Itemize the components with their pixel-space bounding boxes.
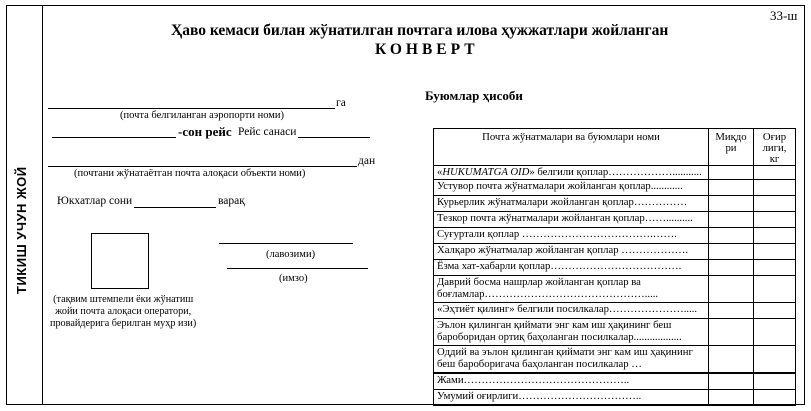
table-row [434, 373, 796, 390]
form-code: 33-ш [770, 8, 798, 23]
table-row [434, 196, 796, 212]
weight-cell[interactable] [754, 319, 796, 346]
row-label: Курьерлик жўнатмалари жойланган қоплар…………… [434, 196, 709, 212]
qty-cell[interactable] [709, 166, 754, 180]
qty-cell[interactable] [709, 390, 754, 406]
weight-cell[interactable] [754, 260, 796, 276]
qty-cell[interactable] [709, 212, 754, 228]
qty-cell[interactable] [709, 346, 754, 374]
row-label: Ёзма хат-хабарли қоплар………………………………. [434, 260, 709, 276]
sender-suffix: дан [358, 155, 376, 167]
flight-number-field[interactable] [52, 137, 176, 138]
airport-caption: (почта белгиланган аэропорти номи) [120, 110, 285, 121]
sheets-label: Юкхатлар сони [57, 195, 133, 207]
airport-field[interactable] [48, 108, 335, 109]
weight-cell[interactable] [754, 244, 796, 260]
flight-suffix: -сон рейс [178, 124, 232, 139]
weight-cell[interactable] [754, 166, 796, 180]
form-subtitle: КОНВЕРТ [375, 41, 479, 58]
binding-margin-label: ТИКИШ УЧУН ЖОЙ [14, 166, 29, 294]
sheets-suffix: варақ [218, 195, 245, 207]
signature-field[interactable] [227, 268, 368, 269]
flight-date-field[interactable] [298, 137, 370, 138]
weight-cell[interactable] [754, 346, 796, 374]
form-title: Ҳаво кемаси билан жўнатилган почтага илова ҳужжатлари жойланган [171, 22, 669, 39]
airport-suffix: га [336, 97, 346, 109]
row-label: Оддий ва эълон қилинган қиймати энг кам иш ҳақининг беш бароборигача баҳоланган посилкалар … [434, 346, 709, 374]
row-label: Жами……………………………………….. [434, 373, 709, 390]
row-label: Умумий оғирлиги…………………………….. [434, 390, 709, 406]
weight-cell[interactable] [754, 303, 796, 319]
qty-cell[interactable] [709, 303, 754, 319]
table-row [434, 244, 796, 260]
table-row [434, 276, 796, 303]
row-label: Эълон қилинган қиймати энг кам иш ҳақининг беш бароборидан ортиқ баҳоланган посилкалар.................. [434, 319, 709, 346]
stamp-box [91, 233, 149, 289]
qty-cell[interactable] [709, 319, 754, 346]
row-label: Устувор почта жўнатмалари жойланган қоплар............ [434, 180, 709, 196]
row-label: Даврий босма нашрлар жойланган қоплар ва боғламлар………………………………………..... [434, 276, 709, 303]
col-name-header: Почта жўнатмалари ва буюмлари номи [434, 129, 709, 166]
qty-cell[interactable] [709, 228, 754, 244]
sender-field[interactable] [48, 166, 357, 167]
weight-cell[interactable] [754, 373, 796, 390]
row-label-emphasis: HUKUMATGA OID [442, 166, 530, 178]
qty-cell[interactable] [709, 260, 754, 276]
table-row [434, 180, 796, 196]
weight-cell[interactable] [754, 390, 796, 406]
col-qty-header: Миқдо ри [709, 129, 754, 166]
qty-cell[interactable] [709, 373, 754, 390]
items-table [433, 128, 796, 406]
stamp-note-line-1: (тақвим штемпели ёки жўнатиш [53, 294, 194, 305]
stamp-note-line-3: провайдерига берилган муҳр изи) [50, 318, 197, 329]
sender-caption: (почтани жўнатаётган почта алоқаси объекти номи) [74, 168, 306, 179]
table-row [434, 166, 796, 180]
stamp-note-line-2: жойи почта алоқаси оператори, [55, 306, 192, 317]
position-caption: (лавозими) [266, 249, 316, 260]
flight-date-label: Рейс санаси [238, 126, 297, 138]
row-label: «Эҳтиёт қилинг» белгили посилкалар…………………..... [434, 303, 709, 319]
row-label: «HUKUMATGA OID» белгили қоплар………………........... [434, 166, 709, 180]
table-row [434, 212, 796, 228]
table-row [434, 319, 796, 346]
table-row [434, 260, 796, 276]
weight-cell[interactable] [754, 212, 796, 228]
weight-cell[interactable] [754, 276, 796, 303]
binding-margin-line [42, 5, 43, 405]
stamp-note [50, 294, 196, 330]
table-row [434, 228, 796, 244]
items-heading: Буюмлар ҳисоби [425, 88, 523, 103]
qty-cell[interactable] [709, 196, 754, 212]
row-label: Халқаро жўнатмалар жойланган қоплар ………………. [434, 244, 709, 260]
weight-cell[interactable] [754, 228, 796, 244]
row-label: Тезкор почта жўнатмалари жойланган қоплар…….......... [434, 212, 709, 228]
qty-cell[interactable] [709, 276, 754, 303]
weight-cell[interactable] [754, 180, 796, 196]
items-table-header [434, 129, 796, 166]
qty-cell[interactable] [709, 180, 754, 196]
qty-cell[interactable] [709, 244, 754, 260]
table-row [434, 346, 796, 374]
position-field[interactable] [219, 243, 353, 244]
signature-caption: (имзо) [279, 273, 308, 284]
sheets-field[interactable] [134, 207, 216, 208]
table-row [434, 303, 796, 319]
col-weight-header: Оғир лиги, кг [754, 129, 796, 166]
row-label: Суғуртали қоплар ……………………………….……. [434, 228, 709, 244]
table-row [434, 390, 796, 406]
weight-cell[interactable] [754, 196, 796, 212]
